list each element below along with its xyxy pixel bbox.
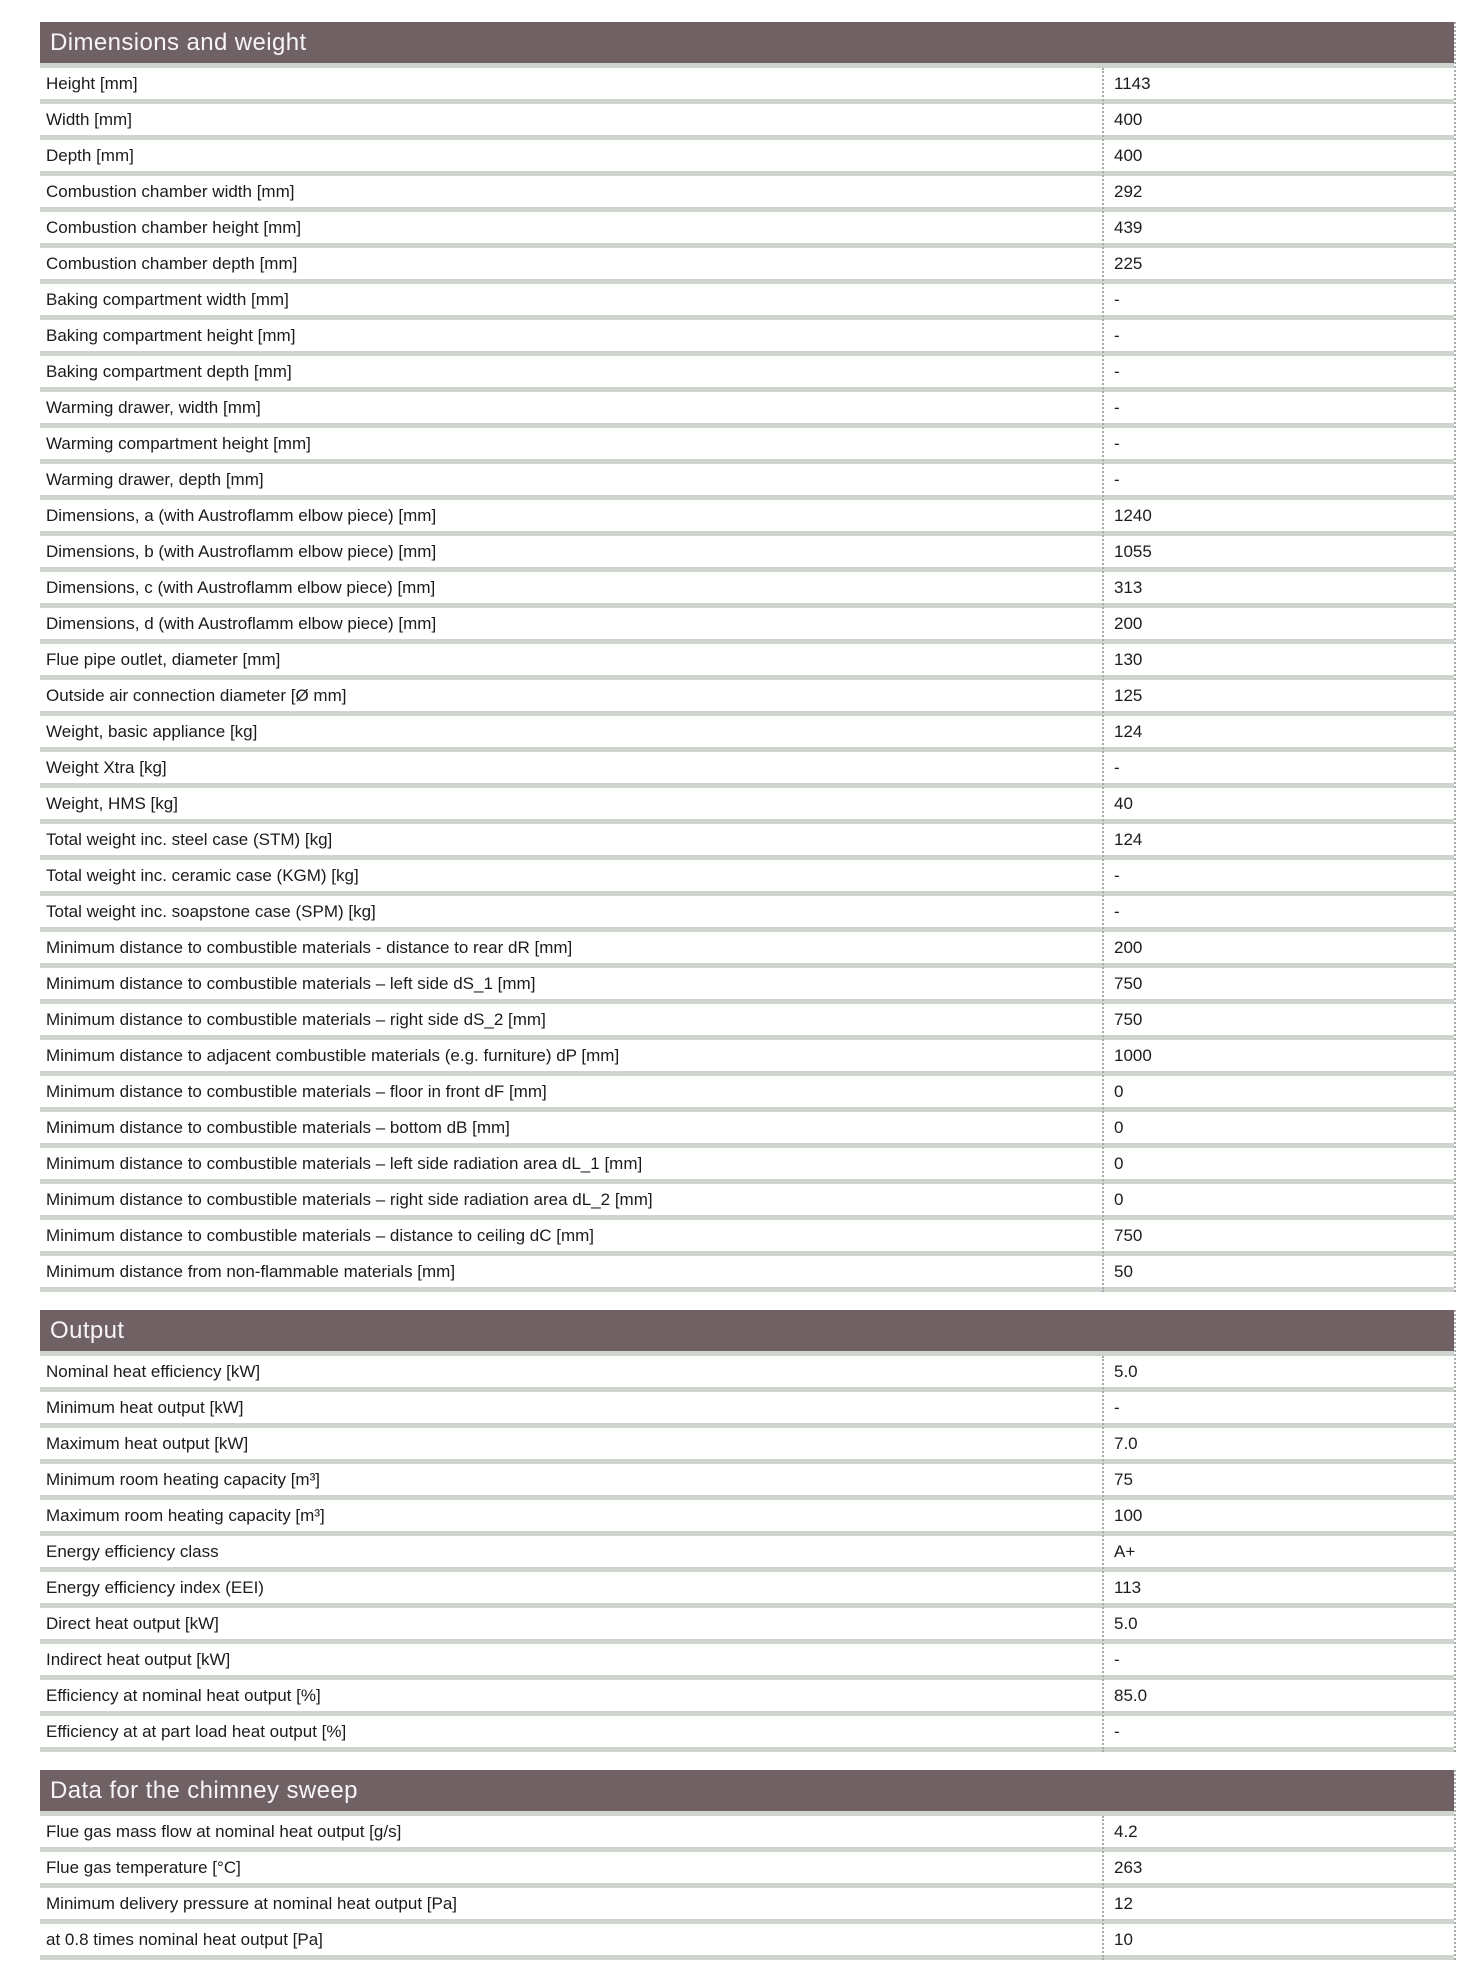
row-value: 200 [1114,937,1143,957]
table-row [40,1112,1454,1148]
row-label: Efficiency at nominal heat output [%] [46,1685,321,1705]
table-row [40,392,1454,428]
section-title: Output [50,1316,125,1344]
section-title: Dimensions and weight [50,28,307,56]
table-row [40,536,1454,572]
table-row [40,1076,1454,1112]
row-label: Minimum delivery pressure at nominal heat output [Pa] [46,1893,458,1913]
row-value: - [1114,397,1120,417]
row-value: 1055 [1114,541,1152,561]
row-label: Minimum distance to combustible materials – floor in front dF [mm] [46,1081,547,1101]
table-row [40,1716,1454,1752]
row-label: Minimum distance to combustible materials – right side dS_2 [mm] [46,1009,546,1029]
row-value: 292 [1114,181,1143,201]
row-label: Warming compartment height [mm] [46,433,311,453]
table-row [40,1852,1454,1888]
row-label: Dimensions, c (with Austroflamm elbow piece) [mm] [46,577,436,597]
table-row [40,1572,1454,1608]
row-value: 50 [1114,1261,1133,1281]
table-row [40,1924,1454,1960]
table-row [40,1608,1454,1644]
table-row [40,500,1454,536]
row-label: Width [mm] [46,109,132,129]
row-value: - [1114,433,1120,453]
row-value: 200 [1114,613,1143,633]
row-value: 100 [1114,1505,1143,1525]
spec-section [40,22,1456,1292]
row-label: Combustion chamber height [mm] [46,217,302,237]
row-label: Baking compartment width [mm] [46,289,289,309]
table-row [40,1004,1454,1040]
section-rows [40,1351,1454,1752]
table-row [40,1428,1454,1464]
row-value: - [1114,325,1120,345]
table-row [40,464,1454,500]
row-value: - [1114,361,1120,381]
row-label: Minimum distance from non-flammable materials [mm] [46,1261,456,1281]
row-label: Minimum distance to combustible materials – right side radiation area dL_2 [mm] [46,1189,653,1209]
row-label: Minimum distance to adjacent combustible materials (e.g. furniture) dP [mm] [46,1045,620,1065]
row-value: 1240 [1114,505,1152,525]
spec-section [40,1310,1456,1752]
row-label: Warming drawer, width [mm] [46,397,261,417]
table-row [40,932,1454,968]
row-value: 313 [1114,577,1143,597]
table-row [40,608,1454,644]
table-row [40,212,1454,248]
row-label: Maximum heat output [kW] [46,1433,249,1453]
row-value: 0 [1114,1189,1124,1209]
table-row [40,1680,1454,1716]
table-row [40,716,1454,752]
row-label: Weight Xtra [kg] [46,757,167,777]
row-label: Total weight inc. steel case (STM) [kg] [46,829,333,849]
row-value: 130 [1114,649,1143,669]
table-row [40,1644,1454,1680]
row-value: 0 [1114,1117,1124,1137]
section-title: Data for the chimney sweep [50,1776,358,1804]
table-row [40,1888,1454,1924]
row-value: 125 [1114,685,1143,705]
row-value: 5.0 [1114,1613,1138,1633]
table-row [40,824,1454,860]
row-label: Minimum distance to combustible materials – left side dS_1 [mm] [46,973,536,993]
row-value: 4.2 [1114,1821,1138,1841]
row-label: Maximum room heating capacity [m³] [46,1505,325,1525]
row-label: Flue gas temperature [°C] [46,1857,241,1877]
table-row [40,428,1454,464]
row-value: 0 [1114,1081,1124,1101]
table-row [40,356,1454,392]
row-value: 12 [1114,1893,1133,1913]
row-label: Energy efficiency class [46,1541,219,1561]
table-row [40,644,1454,680]
row-label: Efficiency at at part load heat output [%] [46,1721,347,1741]
row-label: Indirect heat output [kW] [46,1649,231,1669]
row-value: 263 [1114,1857,1143,1877]
table-row [40,1464,1454,1500]
row-label: Dimensions, b (with Austroflamm elbow piece) [mm] [46,541,437,561]
row-value: 750 [1114,1009,1143,1029]
table-row [40,1500,1454,1536]
row-value: 75 [1114,1469,1133,1489]
row-value: - [1114,289,1120,309]
row-label: Minimum distance to combustible materials – bottom dB [mm] [46,1117,510,1137]
section-rows [40,1811,1454,1960]
row-label: Flue gas mass flow at nominal heat output [g/s] [46,1821,402,1841]
table-row [40,896,1454,932]
row-label: Baking compartment height [mm] [46,325,296,345]
row-value: 7.0 [1114,1433,1138,1453]
row-label: Weight, HMS [kg] [46,793,178,813]
table-row [40,284,1454,320]
row-value: 1143 [1114,73,1151,93]
row-label: Dimensions, d (with Austroflamm elbow piece) [mm] [46,613,437,633]
table-row [40,1184,1454,1220]
row-label: Warming drawer, depth [mm] [46,469,264,489]
row-value: 113 [1114,1577,1142,1597]
section-header [40,22,1454,63]
table-row [40,176,1454,212]
row-value: - [1114,1649,1120,1669]
table-row [40,104,1454,140]
table-row [40,1816,1454,1852]
row-label: Minimum heat output [kW] [46,1397,244,1417]
section-header [40,1310,1454,1351]
row-label: Height [mm] [46,73,138,93]
row-label: Total weight inc. ceramic case (KGM) [kg] [46,865,359,885]
row-value: - [1114,865,1120,885]
row-value: 225 [1114,253,1143,273]
row-value: 124 [1114,829,1143,849]
row-label: Baking compartment depth [mm] [46,361,292,381]
row-value: A+ [1114,1541,1136,1561]
row-value: 439 [1114,217,1143,237]
row-label: Nominal heat efficiency [kW] [46,1361,261,1381]
row-label: Depth [mm] [46,145,134,165]
row-value: 124 [1114,721,1143,741]
table-row [40,1536,1454,1572]
table-row [40,1220,1454,1256]
row-label: Combustion chamber width [mm] [46,181,295,201]
table-row [40,248,1454,284]
table-row [40,1040,1454,1076]
row-value: 40 [1114,793,1133,813]
section-header [40,1770,1454,1811]
row-label: Minimum room heating capacity [m³] [46,1469,320,1489]
table-row [40,1256,1454,1292]
row-value: 750 [1114,973,1143,993]
row-label: Energy efficiency index (EEI) [46,1577,264,1597]
row-label: Weight, basic appliance [kg] [46,721,258,741]
row-value: 85.0 [1114,1685,1148,1705]
row-label: Flue pipe outlet, diameter [mm] [46,649,281,669]
row-label: Dimensions, a (with Austroflamm elbow piece) [mm] [46,505,437,525]
table-row [40,320,1454,356]
table-row [40,1392,1454,1428]
table-row [40,788,1454,824]
row-value: 400 [1114,145,1143,165]
table-row [40,752,1454,788]
row-value: 1000 [1114,1045,1152,1065]
spec-section [40,1770,1456,1960]
row-value: 400 [1114,109,1143,129]
table-row [40,680,1454,716]
row-label: Combustion chamber depth [mm] [46,253,298,273]
row-label: Minimum distance to combustible materials – distance to ceiling dC [mm] [46,1225,594,1245]
row-value: 5.0 [1114,1361,1138,1381]
table-row [40,140,1454,176]
row-value: - [1114,1721,1120,1741]
row-value: - [1114,1397,1120,1417]
table-row [40,860,1454,896]
row-label: Minimum distance to combustible materials – left side radiation area dL_1 [mm] [46,1153,643,1173]
row-label: at 0.8 times nominal heat output [Pa] [46,1929,323,1949]
row-value: - [1114,757,1120,777]
spec-table [40,22,1456,1960]
row-value: 10 [1114,1929,1133,1949]
table-row [40,1148,1454,1184]
row-value: - [1114,901,1120,921]
table-row [40,1356,1454,1392]
row-label: Total weight inc. soapstone case (SPM) [kg] [46,901,376,921]
table-row [40,572,1454,608]
section-rows [40,63,1454,1292]
row-value: - [1114,469,1120,489]
table-row [40,968,1454,1004]
row-value: 0 [1114,1153,1124,1173]
row-label: Outside air connection diameter [Ø mm] [46,685,347,705]
row-label: Minimum distance to combustible materials - distance to rear dR [mm] [46,937,573,957]
table-row [40,68,1454,104]
row-value: 750 [1114,1225,1143,1245]
row-label: Direct heat output [kW] [46,1613,219,1633]
